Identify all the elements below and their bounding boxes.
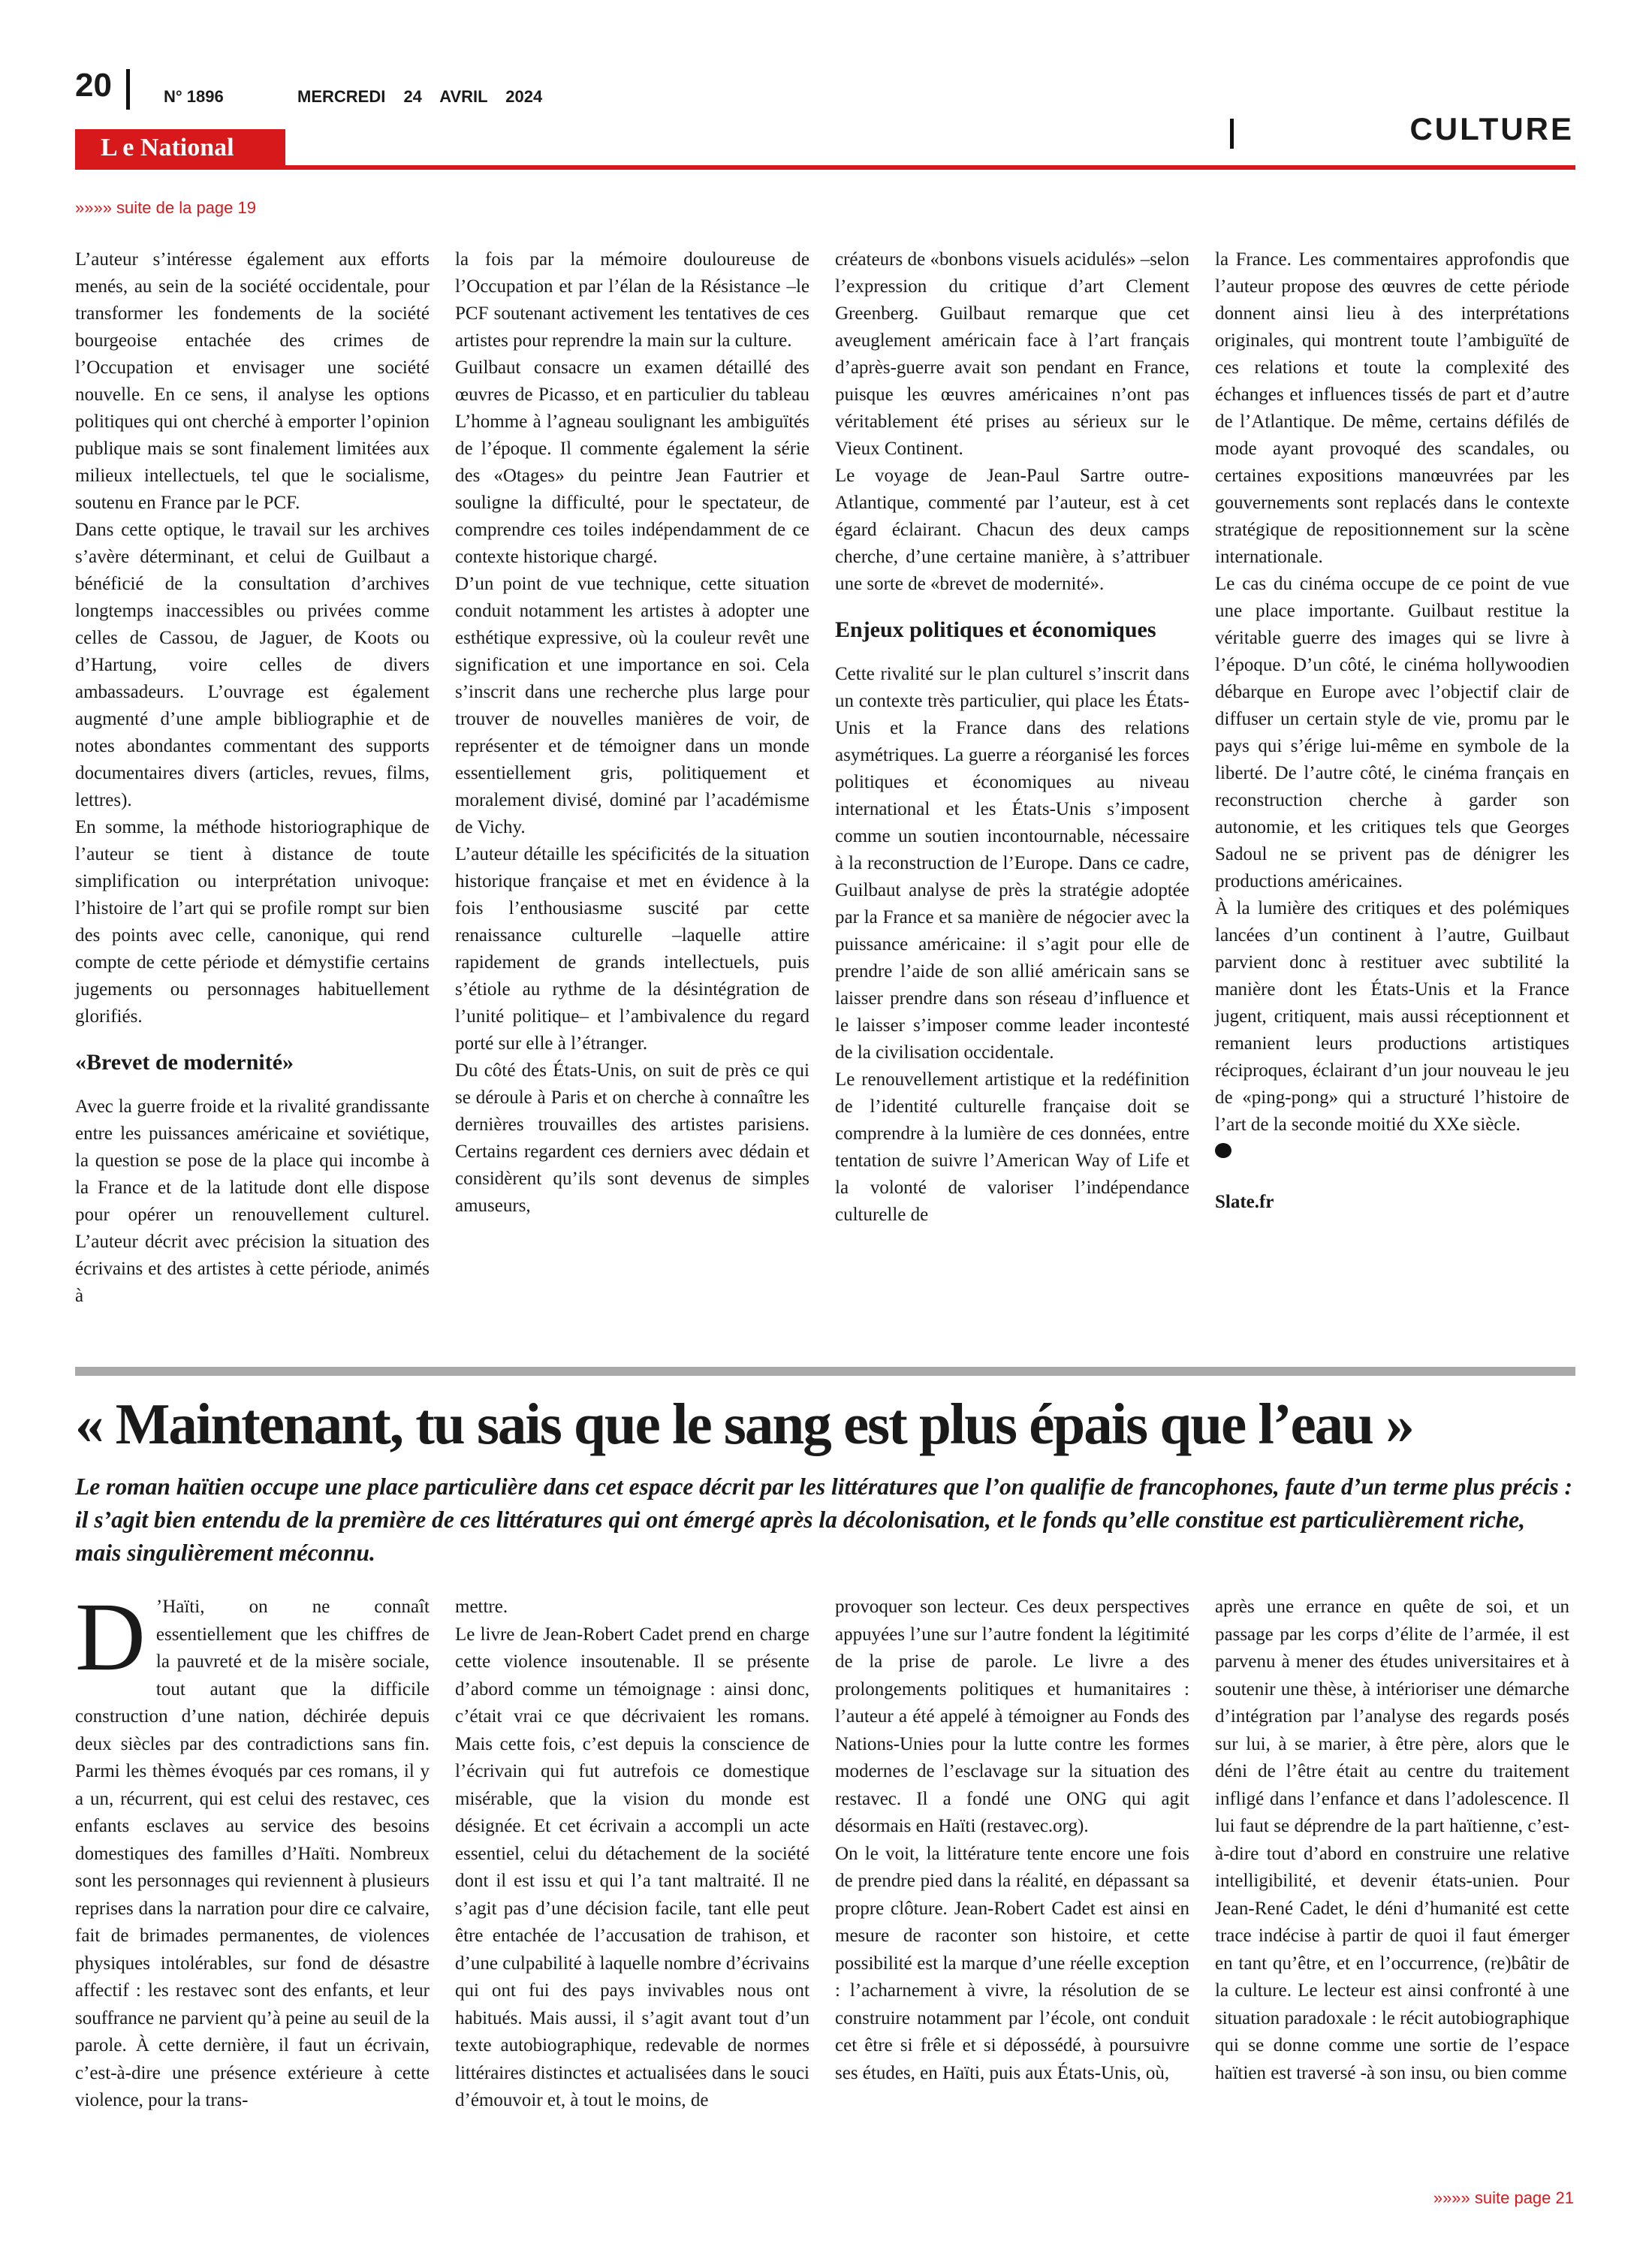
continued-from: »»»» suite de la page 19 — [75, 198, 256, 217]
standfirst: Le roman haïtien occupe une place particulière dans cet espace décrit par les littératures que l’on qualifie de francophones, faute d’un terme plus précis : il s’agit bien entendu de la première de ces littératures qui ont émergé après la décolonisation, et le fonds qu’elle constitue est particulièrement riche, mais singulièrement méconnu. — [75, 1473, 1573, 1566]
paragraph: À la lumière des critiques et des polémiques lancées d’un continent à l’autre, Guilbaut parvient donc à restituer avec subtilité la manière dont les États-Unis et la France jugent, critiquent, mais aussi réceptionnent et remanient leurs productions artistiques réciproques, éclairant d’un jour nouveau le jeu de «ping-pong» qui a structuré l’histoire de l’art de la seconde moitié du XXe siècle. — [1215, 898, 1569, 1135]
paragraph: après une errance en quête de soi, et un passage par les corps d’élite de l’armée, il est parvenu à mener des études universitaires et à soutenir une thèse, à intérioriser une démarche d’intégration par l’analyse des regards posés sur lui, à se marier, à être père, alors que le déni de l’être était au centre du traitement infligé dans l’enfance et dans l’adolescence. Il lui faut se déprendre de la part haïtienne, c’est-à-dire tout d’abord en construire une relative intelligibilité, et devenir états-unien. Pour Jean-René Cadet, le déni d’humanité est cette trace indécise à partir de quoi il faut émerger en tant qu’être, et en l’occurrence, (re)bâtir de la culture. Le lecteur est ainsi confronté à une situation paradoxale : le récit autobiographique qui se donne comme une sortie de l’espace haïtien est traversé -à son insu, ou bien comme — [1215, 1597, 1569, 2083]
paragraph: Le renouvellement artistique et la redéfinition de l’identité culturelle française doit se comprendre à la lumière de ces données, entre tentation de suivre l’American Way of Life et la volonté de valoriser l’indépendance culturelle de — [835, 1069, 1189, 1225]
paragraph: mettre. — [455, 1597, 508, 1617]
issue-number: N° 1896 — [164, 87, 224, 106]
article-divider — [75, 1367, 1575, 1376]
paragraph: Le cas du cinéma occupe de ce point de vue une place importante. Guilbaut restitue la véritable guerre des images qui se livre à l’époque. D’un côté, le cinéma hollywoodien débarque en Europe avec l’objectif clair de diffuser un certain style de vie, promu par le pays qui s’érige lui-même en symbole de la liberté. De l’autre côté, le cinéma français en reconstruction cherche à garder son autonomie, et les critiques tels que Georges Sadoul ne se privent pas de dénigrer les productions américaines. — [1215, 574, 1569, 891]
article1-column-3 — [835, 246, 1189, 1229]
paragraph: D’un point de vue technique, cette situation conduit notamment les artistes à adopter une esthétique expressive, où la couleur revêt une signification et une importance en soi. Cela s’inscrit dans une recherche plus large pour trouver de nouvelles manières de voir, de représenter et de témoigner dans un monde essentiellement gris, politiquement et moralement divisé, dominé par l’académisme de Vichy. — [455, 574, 809, 837]
paragraph: Dans cette optique, le travail sur les archives s’avère déterminant, et celui de Guilbaut a bénéficié de la consultation d’archives longtemps inaccessibles ou privées comme celles de Cassou, de Jaguer, de Koots ou d’Hartung, voire celles de divers ambassadeurs. L’ouvrage est également augmenté d’une ample bibliographie et de notes abondantes commentant des supports documentaires divers (articles, revues, films, lettres). — [75, 520, 430, 810]
paragraph: Du côté des États-Unis, on suit de près ce qui se déroule à Paris et on cherche à connaître les dernières trouvailles des artistes parisiens. Certains regardent ces derniers avec dédain et considèrent qu’ils sont devenus de simples amuseurs, — [455, 1060, 809, 1216]
section-divider — [1230, 119, 1234, 149]
paragraph: L’auteur détaille les spécificités de la situation historique française et met en évidence à la fois l’enthousiasme suscité par cette renaissance culturelle –laquelle attire rapidement de grands intellectuels, puis s’étiole au rythme de la désintégration de l’unité politique– et l’ambivalence du regard porté sur elle à l’étranger. — [455, 844, 809, 1054]
header-rule — [75, 165, 1575, 170]
paragraph: Guilbaut consacre un examen détaillé des œuvres de Picasso, et en particulier du tableau L’homme à l’agneau soulignant les ambiguïtés de l’époque. Il commente également la série des «Otages» du peintre Jean Fautrier et souligne la difficulté, pour le spectateur, de comprendre ces toiles indépendamment de ce contexte historique chargé. — [455, 357, 809, 567]
paragraph: On le voit, la littérature tente encore une fois de prendre pied dans la réalité, en dépassant sa propre clôture. Jean-Robert Cadet est ainsi en mesure de raconter son histoire, et cette possibilité est la marque d’une réelle exception : l’acharnement à vivre, la résolution de se construire notamment par l’école, ont conduit cet être si frêle et si dépossédé, à poursuivre ses études, en Haïti, puis aux États-Unis, où, — [835, 1843, 1189, 2083]
paragraph: la fois par la mémoire douloureuse de l’Occupation et par l’élan de la Résistance –le PCF soutenant activement les tentatives de ces artistes pour reprendre la main sur la culture. — [455, 249, 809, 351]
paragraph: provoquer son lecteur. Ces deux perspectives appuyées l’une sur l’autre fondent la légitimité de la prise de parole. Le livre a des prolongements politiques et humanitaires : l’auteur a été appelé à témoigner au Fonds des Nations-Unies pour la lutte contre les formes modernes de l’esclavage sur la situation des restavec. Il a fondé une ONG qui agit désormais en Haïti (restavec.org). — [835, 1597, 1189, 1836]
paragraph: créateurs de «bonbons visuels acidulés» –selon l’expression du critique d’art Clement Greenberg. Guilbaut remarque que cet aveuglement américain face à l’art français d’après-guerre avait son pendant en France, puisque les œuvres américaines n’ont pas véritablement été prises au sérieux sur le Vieux Continent. — [835, 249, 1189, 459]
article2-column-1 — [75, 1583, 430, 2115]
section-title: CULTURE — [1409, 111, 1574, 146]
article2-column-2 — [455, 1594, 809, 2115]
paragraph: Cette rivalité sur le plan culturel s’inscrit dans un contexte très particulier, qui place les États-Unis et la France dans des relations asymétriques. La guerre a réorganisé les forces politiques et économiques au niveau international et les États-Unis s’imposent comme un soutien incontournable, nécessaire à la reconstruction de l’Europe. Dans ce cadre, Guilbaut analyse de près la stratégie adoptée par la France et sa manière de négocier avec la puissance américaine: il s’agit pour elle de prendre l’aide de son allié américain sans se laisser prendre dans son réseau d’influence et le laisser s’imposer comme leader incontesté de la civilisation occidentale. — [835, 664, 1189, 1063]
article2-column-3 — [835, 1594, 1189, 2087]
subheading: Enjeux politiques et économiques — [835, 617, 1156, 642]
header-divider — [126, 69, 130, 110]
article1-column-2 — [455, 246, 809, 1220]
paragraph: En somme, la méthode historiographique de l’auteur se tient à distance de toute simplification ou interprétation univoque: l’histoire de l’art qui se profile rompt sur bien des points avec celle, canonique, qui rend compte de cette période et démystifie certains jugements ou personnages habituellement glorifiés. — [75, 817, 430, 1027]
article2-column-4 — [1215, 1594, 1569, 2087]
paragraph: la France. Les commentaires approfondis que l’auteur propose des œuvres de cette période donnent ainsi lieu à des interprétations originales, qui montrent toute l’ambiguïté de ces relations et toute la complexité des échanges et influences tissés de part et d’autre de l’Atlantique. De même, certains défilés de mode ayant provoqué des scandales, ou certaines expositions manœuvrées par les gouvernements sont replacés dans le contexte stratégique de repositionnement sur la scène internationale. — [1215, 249, 1569, 567]
paragraph: Avec la guerre froide et la rivalité grandissante entre les puissances américaine et soviétique, la question se pose de la place qui incombe à la France et de la latitude dont elle dispose pour opérer un renouvellement culturel. L’auteur décrit avec précision la situation des écrivains et des artistes à cette période, animés à — [75, 1096, 430, 1306]
paragraph: L’auteur s’intéresse également aux efforts menés, au sein de la société occidentale, pour transformer les fondements de la société bourgeoise entachée des crimes de l’Occupation et envisager une société nouvelle. En ce sens, il analyse les options politiques qui ont cherché à emporter l’opinion publique mais se sont finalement limitées aux milieux intellectuels, tel que le socialisme, soutenu en France par le PCF. — [75, 249, 430, 513]
paragraph: Le voyage de Jean-Paul Sartre outre-Atlantique, commenté par l’auteur, est à cet égard éclairant. Chacun des deux camps cherche, d’une certaine manière, à s’attribuer une sorte de «brevet de modernité». — [835, 466, 1189, 594]
issue-date: MERCREDI 24 AVRIL 2024 — [297, 87, 543, 106]
continued-to: »»»» suite page 21 — [1433, 2188, 1574, 2207]
article1-column-1 — [75, 246, 430, 1310]
paragraph: ’Haïti, on ne connaît essentiellement que les chiffres de la pauvreté et de la misère sociale, tout autant que la difficile construction d’une nation, déchirée depuis deux siècles par des contradictions sans fin. Parmi les thèmes évoqués par ces romans, il y a un, récurrent, qui est celui des restavec, ces enfants esclaves au service des besoins domestiques des familles d’Haïti. Nombreux sont les personnages qui reviennent à plusieurs reprises dans la narration pour dire ce calvaire, fait de brimades permanentes, de violences physiques intolérables, sur fond de désastre affectif : les restavec sont des enfants, et leur souffrance ne parvient qu’à peine au seuil de la parole. À cette dernière, il faut un écrivain, c’est-à-dire une présence extérieure à cette violence, pour la trans- — [75, 1597, 430, 2110]
brand-logo: L e National — [101, 134, 234, 161]
drop-cap: D — [75, 1583, 146, 1691]
article1-column-4 — [1215, 246, 1569, 1216]
subheading: «Brevet de modernité» — [75, 1050, 294, 1075]
headline: « Maintenant, tu sais que le sang est plus épais que l’eau » — [75, 1392, 1413, 1456]
article-source: Slate.fr — [1215, 1192, 1274, 1212]
page-number: 20 — [75, 67, 112, 104]
end-mark-icon — [1215, 1143, 1231, 1158]
paragraph: Le livre de Jean-Robert Cadet prend en charge cette violence insoutenable. Il se présente d’abord comme un témoignage : ainsi donc, c’était vrai ce que décrivaient les romans. Mais cette fois, c’est depuis la conscience de l’écrivain qui fut autrefois ce domestique misérable, que la vision du monde est désignée. Et cet écrivain a accompli un acte essentiel, celui du détachement de la société dont il est issu et qui l’a tant maltraité. Il ne s’agit pas d’une décision facile, tant elle peut être entachée de l’accusation de trahison, et d’une culpabilité à laquelle nombre d’écrivains qui ont fui des pays invivables nous ont habitués. Mais aussi, il s’agit avant tout d’un texte autobiographique, redevable de normes littéraires distinctes et actualisées dans le souci d’émouvoir et, à tout le moins, de — [455, 1624, 809, 2110]
